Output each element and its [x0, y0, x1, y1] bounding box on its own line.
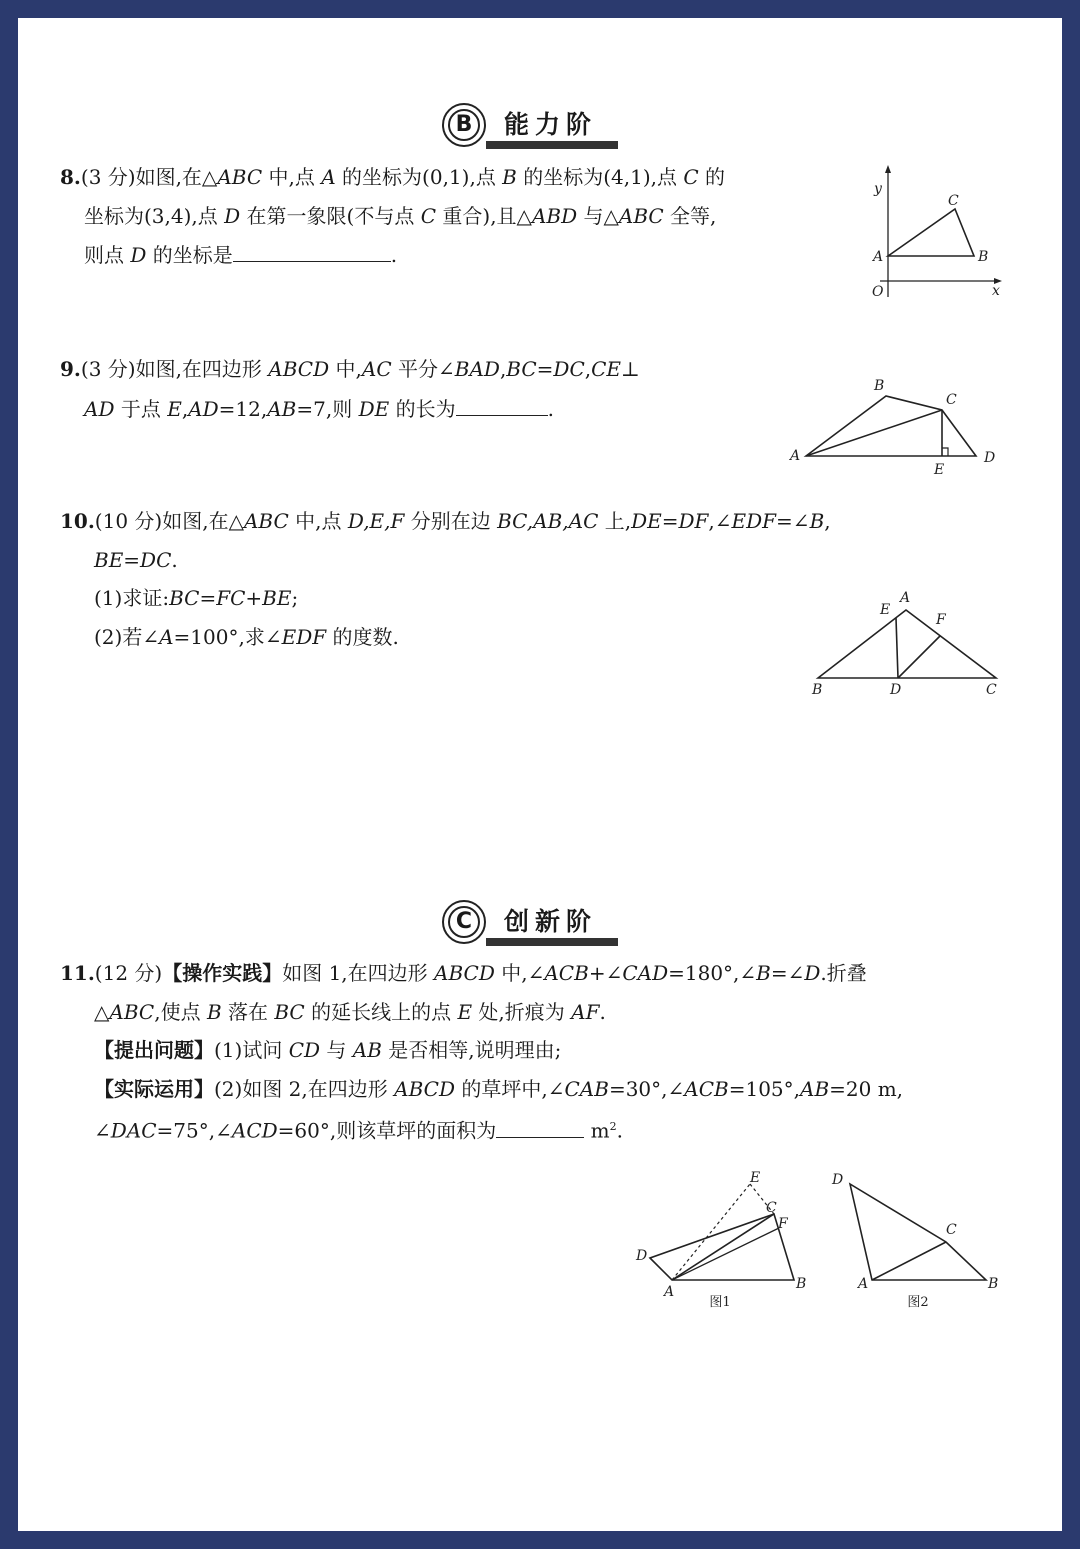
text-run: [60, 993, 903, 1032]
text-run: 中,点: [288, 509, 348, 533]
section-c-title: 创新阶: [504, 907, 598, 936]
text-run: .: [599, 999, 606, 1024]
text-run: [60, 197, 725, 236]
text-run: 8.: [60, 165, 81, 189]
text-run: =30°,∠: [608, 1076, 685, 1101]
text-run: =7,则: [296, 396, 359, 421]
text-run: 与△: [577, 203, 619, 228]
text-run: =∠: [770, 961, 805, 985]
text-run: B: [448, 109, 480, 141]
q9-figure: [788, 374, 1008, 484]
text-run: .: [547, 396, 554, 421]
question-10: [60, 502, 831, 656]
text-run: 如图 1,在四边形: [282, 961, 435, 985]
text-run: D: [224, 203, 241, 228]
q11-fig1-label-c: C: [766, 1200, 777, 1216]
text-run: (12 分): [94, 961, 163, 985]
text-run: ACB: [684, 1076, 729, 1101]
text-run: 10.: [60, 509, 95, 533]
text-run: [60, 1031, 903, 1070]
text-run: DAC: [110, 1118, 157, 1143]
question-8: [60, 158, 725, 275]
text-run: EDF: [731, 509, 777, 533]
q11-fig1-label-e: E: [750, 1170, 761, 1186]
q11-fig1-label-f: F: [778, 1216, 788, 1232]
q11-figure-1: [634, 1172, 814, 1322]
q9-fig-label-e: E: [934, 462, 945, 478]
text-run: DE=DF: [631, 509, 709, 533]
q9-fig-label-a: A: [790, 448, 801, 464]
section-b-badge: [442, 103, 486, 147]
text-run: ,: [824, 509, 831, 533]
text-run: 上,: [598, 509, 632, 533]
text-run: 重合),且△: [436, 203, 532, 228]
text-run: (2)若∠: [94, 624, 160, 649]
text-run: AB: [800, 1076, 830, 1101]
text-run: E: [457, 999, 473, 1024]
text-run: [60, 1108, 903, 1150]
q10-fig-label-a: A: [900, 590, 911, 606]
text-run: BC=FC+BE: [169, 586, 292, 610]
text-run: EDF: [281, 624, 327, 649]
text-run: DE: [358, 396, 390, 421]
q10-fig-label-e: E: [880, 602, 891, 618]
q10-figure: [812, 588, 1012, 706]
text-run: 中,∠: [494, 961, 545, 985]
text-run: AF: [571, 999, 600, 1024]
text-run: .折叠: [820, 961, 867, 985]
text-run: =60°,则该草坪的面积为: [277, 1118, 497, 1143]
q8-answer-blank[interactable]: [233, 235, 391, 262]
text-run: =75°,∠: [156, 1118, 232, 1143]
q11-fig1-label-b: B: [796, 1276, 807, 1292]
text-run: B: [756, 961, 771, 985]
text-run: 则点: [84, 243, 131, 267]
text-run: =105°,: [728, 1076, 801, 1101]
q9-fig-label-c: C: [946, 392, 957, 408]
text-run: BAD: [454, 357, 500, 381]
text-run: 的坐标为(4,1),点: [516, 165, 684, 189]
text-run: B: [206, 999, 222, 1024]
text-run: AB: [267, 396, 297, 421]
worksheet-page: [18, 18, 1062, 1531]
section-b-header: [442, 103, 642, 155]
q9-answer-blank[interactable]: [456, 389, 548, 416]
q9-fig-label-b: B: [874, 378, 885, 394]
text-run: B: [809, 509, 825, 533]
text-run: 坐标为(3,4),点: [84, 203, 225, 228]
text-run: 全等,: [663, 203, 717, 228]
text-run: ACD: [231, 1118, 278, 1143]
text-run: ;: [291, 586, 299, 610]
question-11: [60, 954, 903, 1150]
text-run: ABCD: [268, 357, 330, 381]
text-run: 2: [609, 1120, 617, 1133]
text-run: [60, 541, 831, 580]
q8-fig-label-y: y: [874, 181, 882, 197]
text-run: =180°,∠: [668, 961, 757, 985]
q11-fig1-label-a: A: [664, 1284, 675, 1300]
q11-fig1-label-d: D: [636, 1248, 648, 1264]
q11-figure-2: [830, 1172, 1010, 1322]
text-run: .: [616, 1118, 623, 1143]
text-run: C: [683, 165, 699, 189]
text-run: 的度数.: [326, 624, 399, 649]
text-run: (1)求证:: [94, 586, 170, 610]
text-run: ACB: [544, 961, 589, 985]
text-run: (2)如图 2,在四边形: [214, 1076, 395, 1101]
text-run: CAB: [564, 1076, 609, 1101]
text-run: =100°,求∠: [173, 624, 282, 649]
question-9: [60, 350, 640, 428]
text-run: ,∠: [708, 509, 732, 533]
text-run: 处,折痕为: [472, 999, 572, 1024]
text-run: [60, 579, 831, 618]
text-run: =20 m,: [829, 1076, 904, 1101]
text-run: 如图,在△: [162, 509, 244, 533]
text-run: A: [159, 624, 174, 649]
text-run: 是否相等,说明理由;: [381, 1038, 562, 1062]
q8-fig-label-o: O: [872, 284, 884, 300]
text-run: C: [420, 203, 437, 228]
text-run: CE: [591, 357, 622, 381]
text-run: ,: [181, 396, 189, 421]
text-run: 的: [698, 165, 726, 189]
text-run: BE=DC: [94, 547, 172, 572]
text-run: AD: [188, 396, 219, 421]
text-run: [60, 502, 831, 541]
q8-fig-label-c: C: [948, 193, 959, 209]
text-run: 在第一象限(不与点: [240, 203, 421, 228]
text-run: ABC: [109, 999, 155, 1024]
section-c-header: [442, 900, 642, 952]
text-run: ⊥: [621, 357, 640, 381]
text-run: ABCD: [434, 961, 495, 985]
text-run: =∠: [776, 509, 810, 533]
text-run: 中,: [329, 357, 362, 381]
text-run: [60, 235, 725, 275]
section-b-title: 能力阶: [504, 110, 598, 139]
text-run: CD: [288, 1038, 321, 1062]
text-run: D,E,F: [347, 509, 405, 533]
q10-fig-label-b: B: [812, 682, 823, 698]
q11-fig2-label-b: B: [988, 1276, 999, 1292]
q11-fig2-label-a: A: [858, 1276, 869, 1292]
text-run: 如图,在△: [135, 165, 218, 189]
section-c-badge: [442, 900, 486, 944]
text-run: 【操作实践】: [162, 961, 283, 985]
text-run: 【提出问题】: [94, 1038, 214, 1062]
text-run: 分别在边: [404, 509, 498, 533]
text-run: m: [590, 1118, 610, 1143]
q9-fig-label-d: D: [984, 450, 996, 466]
text-run: .: [390, 243, 398, 267]
text-run: ABC: [243, 509, 289, 533]
text-run: [60, 389, 640, 429]
text-run: (3 分): [80, 165, 136, 189]
q11-fig2-label-d: D: [832, 1172, 844, 1188]
text-run: AC: [361, 357, 392, 381]
text-run: (10 分): [94, 509, 163, 533]
text-run: 的草坪中,∠: [455, 1076, 565, 1101]
q10-fig-label-c: C: [986, 682, 997, 698]
text-run: ∠: [94, 1118, 111, 1143]
text-run: D: [130, 243, 147, 267]
text-run: 中,点: [262, 165, 322, 189]
q11-fig2-caption: 图2: [907, 1295, 929, 1310]
text-run: ABC: [618, 203, 664, 228]
q11-answer-blank[interactable]: [496, 1111, 584, 1138]
text-run: ABD: [531, 203, 578, 228]
text-run: 于点: [114, 396, 168, 421]
text-run: [60, 158, 725, 197]
text-run: +∠: [588, 961, 623, 985]
text-run: D: [804, 961, 821, 985]
text-run: AD: [84, 396, 115, 421]
q11-fig1-caption: 图1: [709, 1295, 731, 1310]
section-b-underline: [486, 141, 618, 149]
q8-fig-label-b: B: [978, 249, 989, 265]
q10-fig-label-f: F: [936, 612, 946, 628]
text-run: 的坐标是: [146, 243, 233, 267]
text-run: 11.: [60, 961, 95, 985]
text-run: 落在: [221, 999, 275, 1024]
q11-fig2-label-c: C: [946, 1222, 957, 1238]
text-run: ABC: [217, 165, 263, 189]
text-run: CAD: [622, 961, 669, 985]
text-run: C: [448, 906, 480, 938]
text-run: =12,: [218, 396, 268, 421]
text-run: 【实际运用】: [94, 1076, 214, 1101]
text-run: ,使点: [154, 999, 207, 1024]
text-run: 的延长线上的点: [304, 999, 458, 1024]
text-run: B: [502, 165, 517, 189]
text-run: 的坐标为(0,1),点: [335, 165, 503, 189]
text-run: ,: [584, 357, 592, 381]
text-run: 9.: [60, 357, 81, 381]
text-run: A: [321, 165, 336, 189]
section-c-underline: [486, 938, 618, 946]
q8-figure: [870, 163, 1020, 303]
text-run: 如图,在四边形: [135, 357, 269, 381]
text-run: [60, 350, 640, 389]
text-run: [60, 954, 903, 993]
text-run: [60, 618, 831, 657]
text-run: BC=DC: [506, 357, 585, 381]
text-run: ,: [499, 357, 507, 381]
q8-fig-label-x: x: [992, 283, 1000, 299]
q8-fig-label-a: A: [873, 249, 884, 265]
q10-fig-label-d: D: [890, 682, 902, 698]
text-run: AB: [352, 1038, 382, 1062]
text-run: 与: [320, 1038, 353, 1062]
text-run: ABCD: [394, 1076, 455, 1101]
text-run: △: [94, 999, 110, 1024]
text-run: 的长为: [389, 396, 456, 421]
text-run: BC: [274, 999, 305, 1024]
text-run: .: [171, 547, 178, 572]
text-run: (1)试问: [214, 1038, 289, 1062]
text-run: E: [167, 396, 182, 421]
text-run: 平分∠: [391, 357, 455, 381]
text-run: (3 分): [80, 357, 136, 381]
text-run: BC,AB,AC: [497, 509, 599, 533]
text-run: [60, 1070, 903, 1109]
